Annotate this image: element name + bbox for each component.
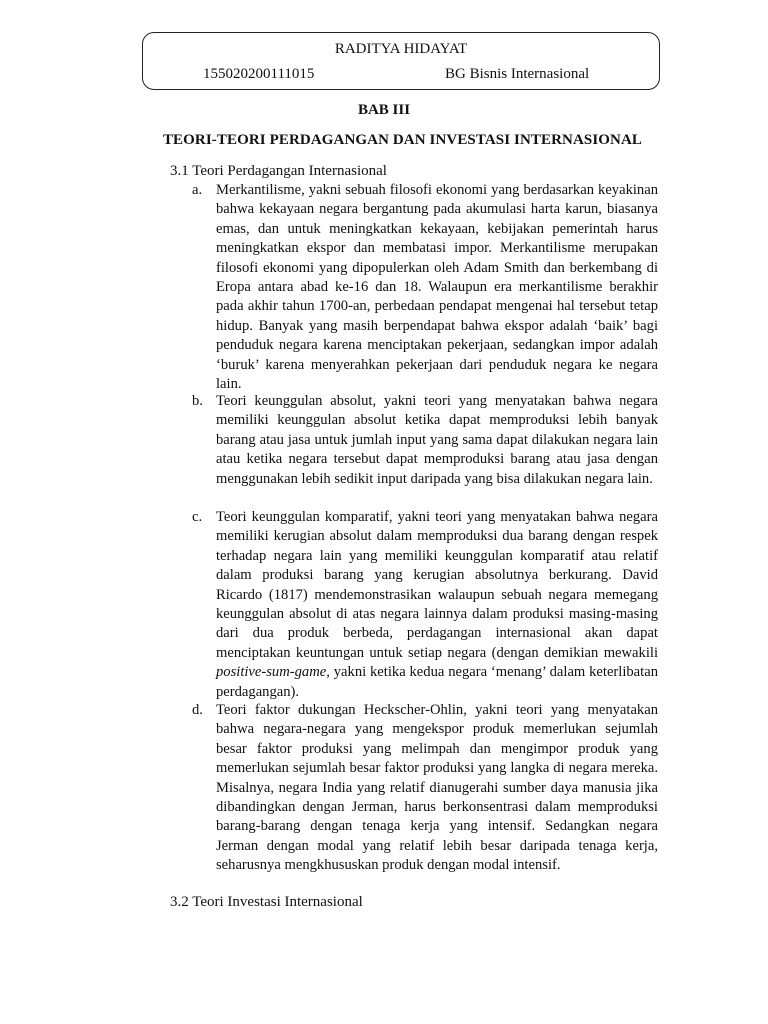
section-heading-3-2: 3.2 Teori Investasi Internasional: [170, 894, 363, 910]
text-part: Teori keunggulan komparatif, yakni teori yang menyatakan bahwa negara memiliki kerugian absolut dalam memproduksi dua barang dengan respek terhadap negara lain yang memiliki keunggulan komparatif atau relatif dalam produksi barang yang kerugian absolutnya berkurang. David Ricardo (1817) mendemonstrasikan walaupun sebuah negara memegang keunggulan absolut di atas negara lainnya dalam produksi masing-masing dari dua produk berbeda, perdagangan internasional akan dapat menciptakan keuntungan untuk setiap negara (dengan demikian mewakili: [216, 509, 658, 661]
list-marker: c.: [192, 509, 203, 525]
list-item-keunggulan-komparatif: [192, 508, 658, 702]
list-marker: a.: [192, 182, 203, 198]
author-name: RADITYA HIDAYAT: [334, 41, 468, 57]
list-item-keunggulan-absolut: [192, 392, 658, 489]
italic-term: positive-sum-game: [216, 664, 327, 681]
text-part: , yakni ketika kedua negara ‘menang’ dalam keterlibatan perdagangan).: [216, 664, 658, 700]
list-item-text: Merkantilisme, yakni sebuah filosofi ekonomi yang berdasarkan keyakinan bahwa kekayaan negara bergantung pada akumulasi harta karun, biasanya emas, dan untuk meningkatkan kekayaan, kebijakan pemerintah harus meningkatkan ekspor dan membatasi impor. Merkantilisme merupakan filosofi ekonomi yang dipopulerkan oleh Adam Smith dan berkembang di Eropa antara abad ke-16 dan 18. Walaupun era merkantilisme berakhir pada akhir tahun 1700-an, perbedaan pendapat mengenai hal tersebut tetap hidup. Banyak yang masih berpendapat bahwa ekspor adalah ‘baik’ bagi penduduk negara karena menciptakan pekerjaan, sedangkan impor adalah ‘buruk’ karena menyerahkan pekerjaan dari penduduk negara ke negara lain.: [216, 182, 658, 393]
author-header-box: [142, 32, 660, 90]
list-item-heckscher-ohlin: [192, 701, 658, 876]
student-id: 155020200111015: [203, 66, 315, 82]
list-marker: b.: [192, 393, 203, 409]
chapter-title: TEORI-TEORI PERDAGANGAN DAN INVESTASI INTERNASIONAL: [162, 132, 643, 148]
chapter-heading: BAB III: [357, 102, 411, 118]
section-heading-3-1: 3.1 Teori Perdagangan Internasional: [170, 163, 387, 179]
class-name: BG Bisnis Internasional: [445, 66, 590, 82]
list-item-merkantilisme: [192, 181, 658, 394]
list-item-text: Teori faktor dukungan Heckscher-Ohlin, yakni teori yang menyatakan bahwa negara-negara yang mengekspor produk memerlukan sejumlah besar faktor produksi yang melimpah dan mengimpor produk yang memerlukan sejumlah besar faktor produksi yang langka di negara mereka. Misalnya, negara India yang relatif dianugerahi sumber daya manusia jika dibandingkan dengan Jerman, harus berkonsentrasi dalam memproduksi barang-barang dengan tenaga kerja yang intensif. Sedangkan negara Jerman dengan modal yang relatif lebih besar daripada tenaga kerja, seharusnya mengkhususkan produk dengan modal intensif.: [216, 702, 658, 874]
list-item-text: [216, 508, 658, 702]
list-item-text: Teori keunggulan absolut, yakni teori yang menyatakan bahwa negara memiliki keunggulan absolut ketika dapat memproduksi lebih banyak barang atau jasa untuk jumlah input yang sama dapat dilakukan negara lain atau ketika negara tersebut dapat memproduksi barang atau jasa dengan menggunakan lebih sedikit input daripada yang bisa dilakukan negara lain.: [216, 393, 658, 487]
list-marker: d.: [192, 702, 203, 718]
